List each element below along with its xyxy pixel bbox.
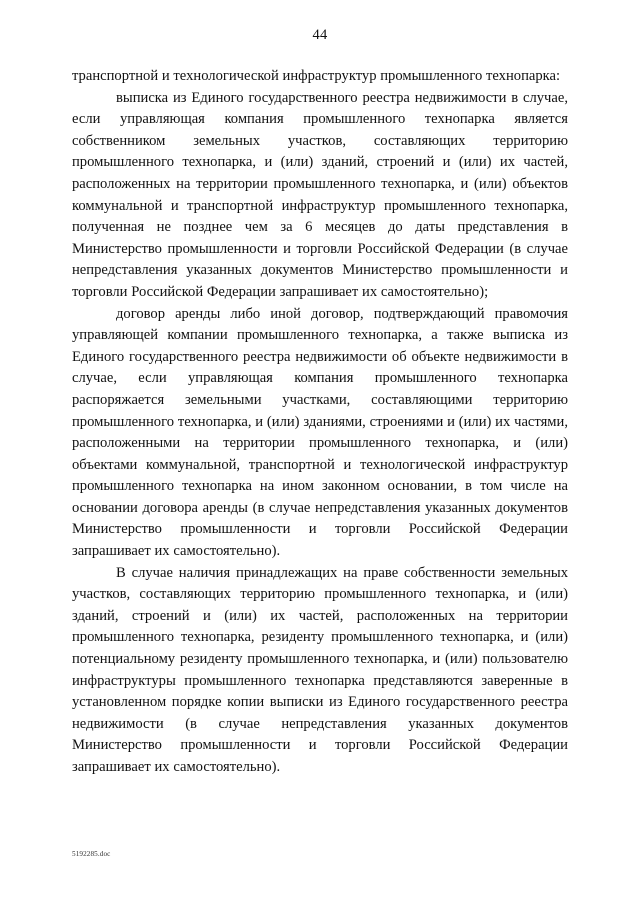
document-body [72, 66, 568, 779]
paragraph-vypiska-egrn: выписка из Единого государственного реестра недвижимости в случае, если управляющая компания промышленного технопарка является собственником земельных участков, составляющих территорию промышленного технопарка, и (или) зданий, строений и (или) их частей, расположенных на территории промышленного технопарка, и (или) объектов коммунальной и транспортной инфраструктур промышленного технопарка, полученная не позднее чем за 6 месяцев до даты представления в Министерство промышленности и торговли Российской Федерации (в случае непредставления указанных документов Министерство промышленности и торговли Российской Федерации запрашивает их самостоятельно); [72, 89, 568, 300]
page-number: 44 [312, 27, 328, 43]
footer-filename: 5192285.doc [72, 850, 111, 858]
paragraph-continuation: транспортной и технологической инфраструктур промышленного технопарка: [72, 68, 561, 84]
paragraph-dogovor-arendy: договор аренды либо иной договор, подтверждающий правомочия управляющей компании промышленного технопарка, а также выписка из Единого государственного реестра недвижимости об объекте недвижимости в случае, если управляющая компания промышленного технопарка распоряжается земельными участками, составляющими территорию промышленного технопарка, и (или) зданиями, строениями и (или) их частями, расположенными на территории промышленного технопарка, и (или) объектами коммунальной, транспортной и технологической инфраструктур промышленного технопарка на ином законном основании, в том числе на основании договора аренды (в случае непредставления указанных документов Министерство промышленности и торговли Российской Федерации запрашивает их самостоятельно). [72, 305, 568, 560]
paragraph-v-sluchae-nalichiya: В случае наличия принадлежащих на праве собственности земельных участков, составляющих территорию промышленного технопарка, и (или) зданий, строений и (или) их частей, расположенных на территории промышленного технопарка, резиденту промышленного технопарка, и (или) потенциальному резиденту промышленного технопарка, и (или) пользователю инфраструктуры промышленного технопарка представляются заверенные в установленном порядке копии выписки из Единого государственного реестра недвижимости (в случае непредставления указанных документов Министерство промышленности и торговли Российской Федерации запрашивает их самостоятельно). [72, 564, 568, 775]
